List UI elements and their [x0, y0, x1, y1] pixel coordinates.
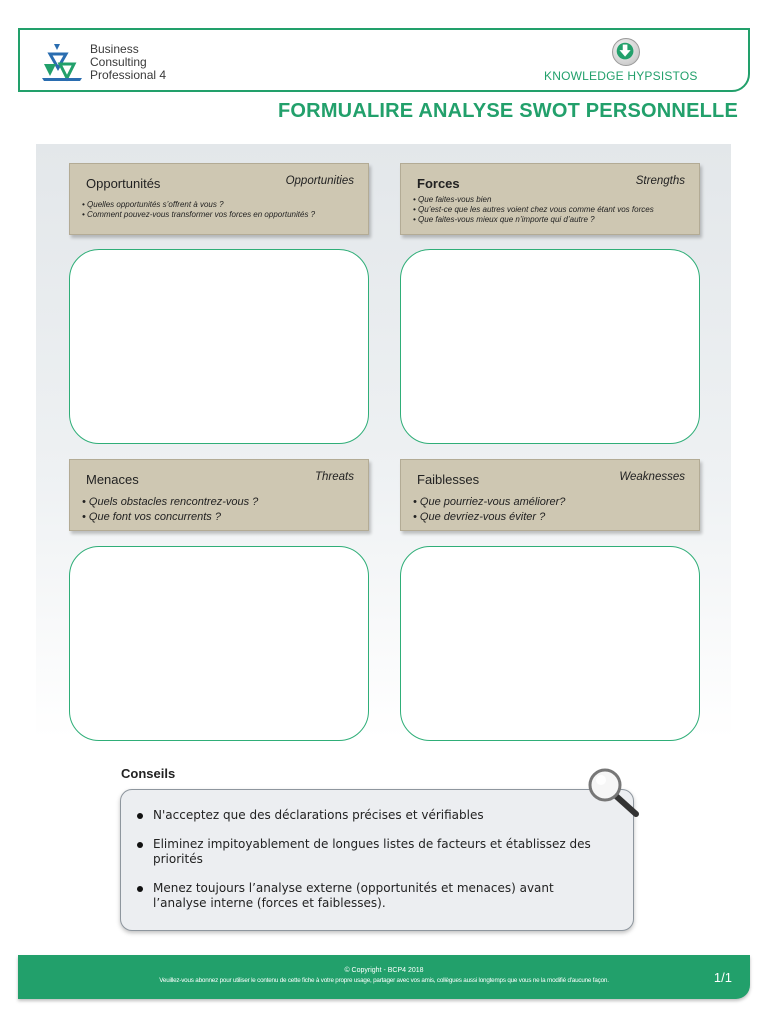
opportunities-title-en: Opportunities	[285, 175, 354, 187]
document-footer	[18, 955, 750, 999]
strengths-input-box[interactable]	[400, 249, 700, 444]
threats-title-en: Threats	[315, 471, 354, 483]
card-strengths	[400, 163, 700, 235]
copyright-text: © Copyright - BCP4 2018	[344, 967, 424, 974]
list-item: • Que pourriez-vous améliorer?	[413, 496, 566, 508]
magnifier-icon	[586, 766, 646, 826]
conseil-text: N'acceptez que des déclarations précises et vérifiables	[153, 808, 484, 822]
list-item: • Qu’est-ce que les autres voient chez vous comme étant vos forces	[413, 205, 654, 214]
weaknesses-title-en: Weaknesses	[619, 471, 685, 483]
strengths-title-en: Strengths	[635, 175, 685, 187]
opportunities-title: Opportunités	[86, 176, 161, 191]
brand-line-3: Professional 4	[90, 68, 167, 82]
list-item: • Que faites-vous mieux que n’importe qui d’autre ?	[413, 215, 595, 224]
bcp4-logo-icon	[40, 42, 84, 82]
threats-title: Menaces	[86, 472, 139, 487]
list-item: • Que devriez-vous éviter ?	[413, 511, 546, 523]
weaknesses-title: Faiblesses	[417, 472, 480, 487]
conseil-text: Eliminez impitoyablement de longues listes de facteurs et établissez des priorités	[153, 837, 591, 866]
conseils-heading: Conseils	[121, 766, 176, 781]
opportunities-questions	[82, 200, 315, 220]
card-threats	[69, 459, 369, 531]
card-weaknesses	[400, 459, 700, 531]
footer-note: Veuillez-vous abonnez pour utiliser le contenu de cette fiche à votre propre usage, partager avec vos amis, collègues aussi longtemps que vous ne la modifié d'aucune façon.	[159, 977, 609, 984]
download-arrow-icon[interactable]	[612, 38, 640, 66]
weaknesses-questions	[413, 495, 565, 525]
conseil-text: Menez toujours l’analyse externe (opportunités et menaces) avant l’analyse interne (forces et faiblesses).	[153, 881, 554, 910]
list-item	[135, 808, 605, 823]
card-opportunities	[69, 163, 369, 235]
brand-name	[90, 43, 166, 82]
list-item	[135, 881, 605, 911]
list-item: • Que font vos concurrents ?	[82, 511, 221, 523]
list-item	[135, 837, 605, 867]
threats-questions	[82, 495, 258, 525]
conseils-box	[120, 789, 634, 931]
bullet-icon	[137, 813, 143, 819]
brand-line-2: Consulting	[90, 55, 147, 69]
list-item: • Quels obstacles rencontrez-vous ?	[82, 496, 259, 508]
bullet-icon	[137, 842, 143, 848]
knowledge-hypsistos-label[interactable]: KNOWLEDGE HYPSISTOS	[544, 69, 698, 83]
strengths-title: Forces	[417, 176, 460, 191]
strengths-questions	[413, 195, 654, 225]
bullet-icon	[137, 886, 143, 892]
list-item: • Quelles opportunités s’offrent à vous ?	[82, 200, 224, 209]
weaknesses-input-box[interactable]	[400, 546, 700, 741]
document-header	[18, 28, 750, 92]
opportunities-input-box[interactable]	[69, 249, 369, 444]
list-item: • Comment pouvez-vous transformer vos forces en opportunités ?	[82, 210, 316, 219]
conseils-list	[135, 808, 605, 925]
page-number: 1/1	[713, 970, 732, 985]
brand-line-1: Business	[90, 42, 139, 56]
document-title: FORMUALIRE ANALYSE SWOT PERSONNELLE	[278, 100, 738, 122]
list-item: • Que faites-vous bien	[413, 195, 492, 204]
threats-input-box[interactable]	[69, 546, 369, 741]
